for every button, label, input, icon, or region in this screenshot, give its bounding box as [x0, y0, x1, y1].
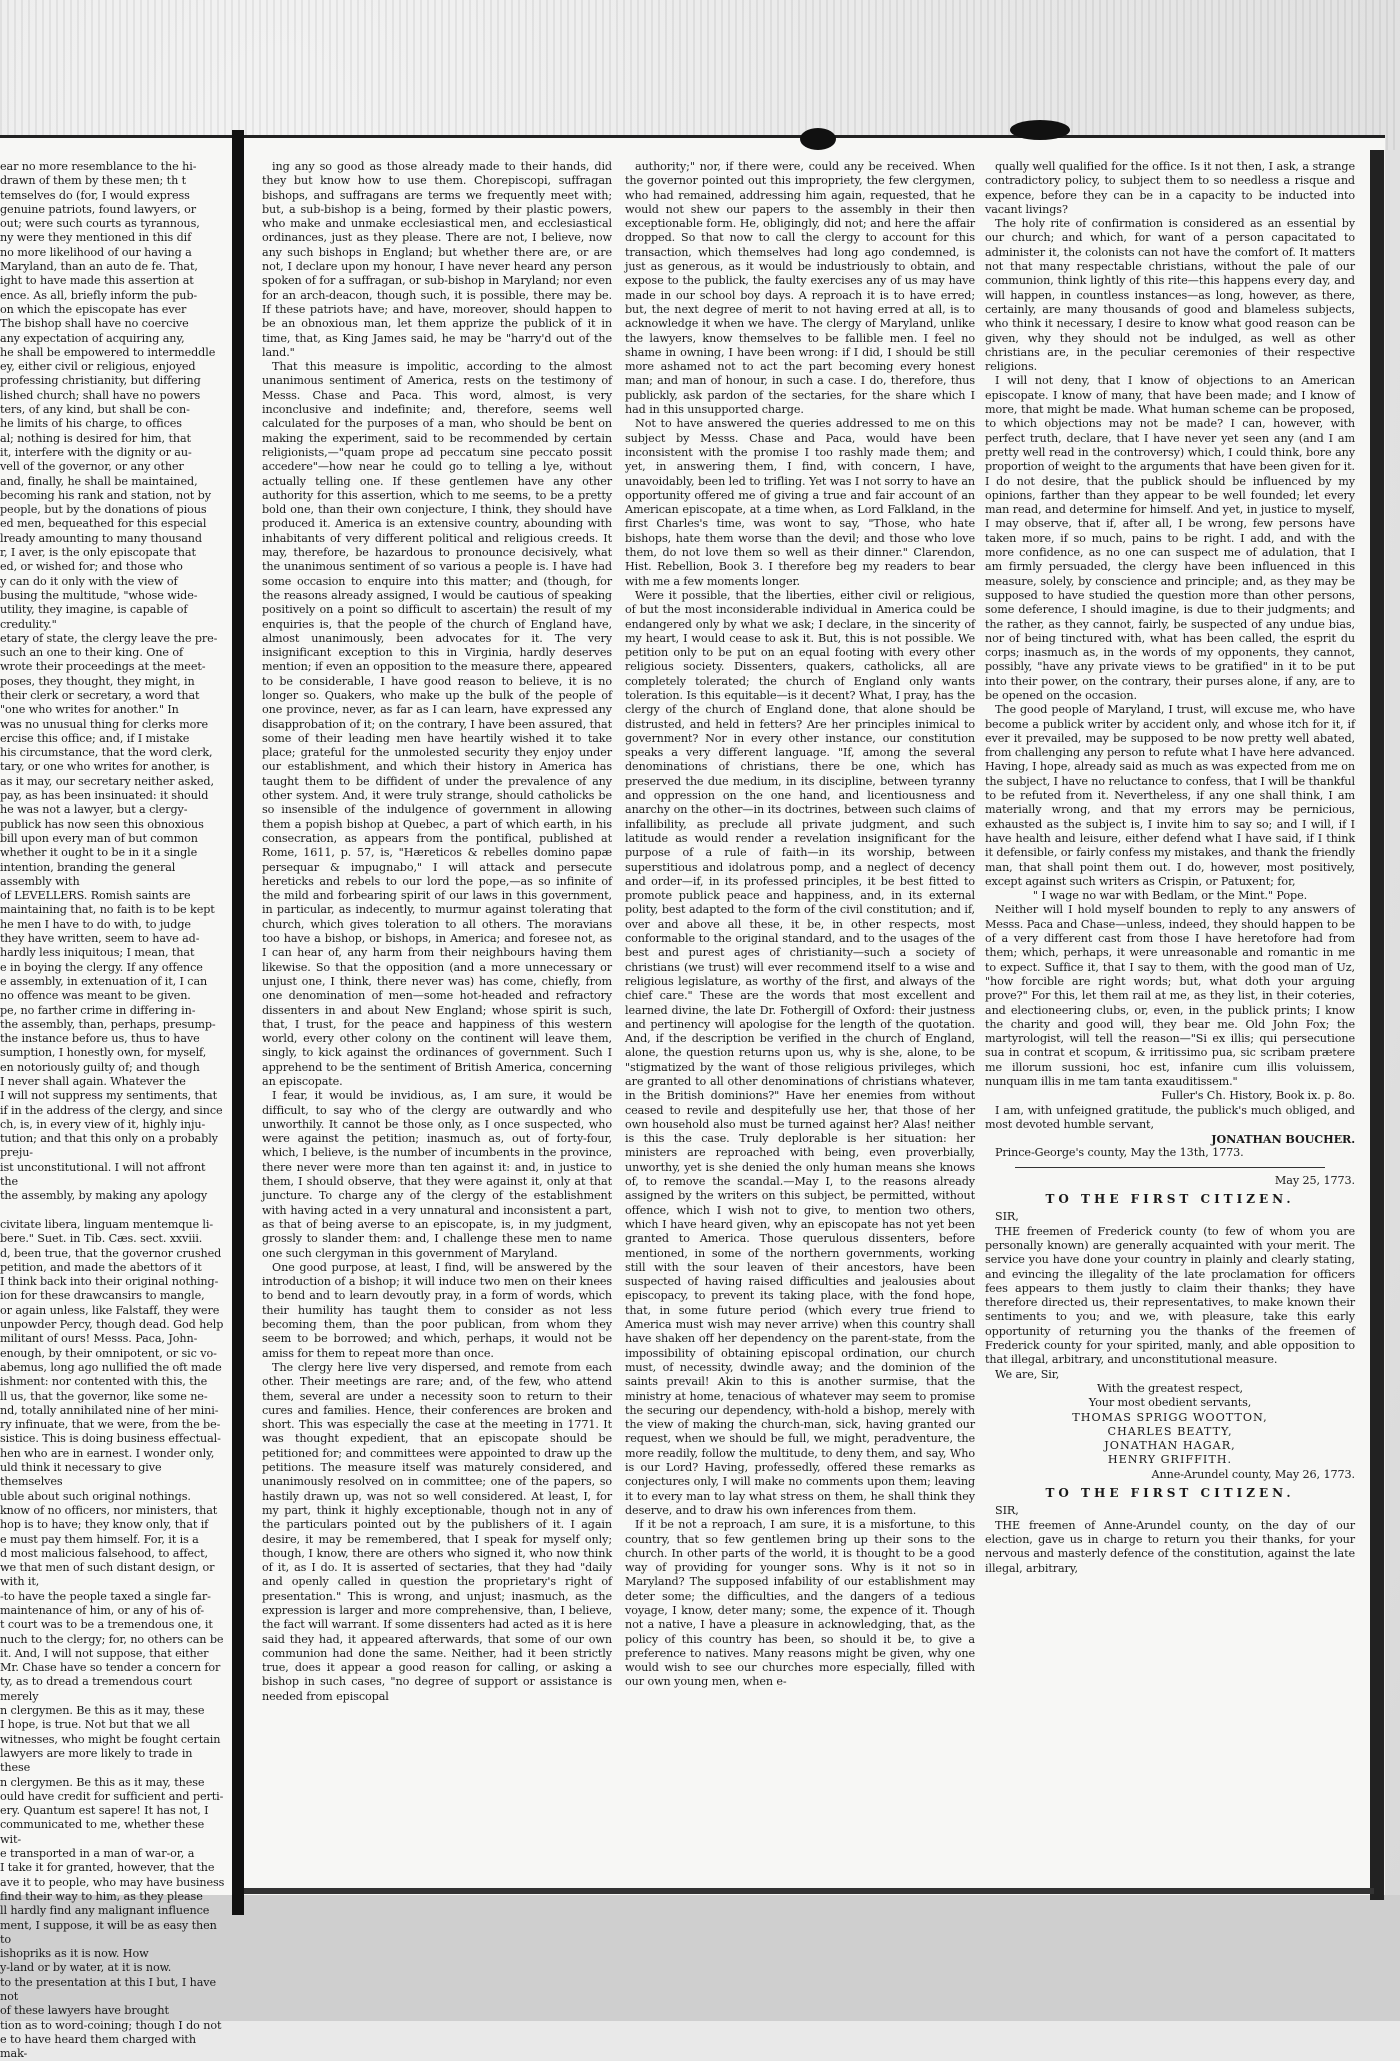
col0-line: vell of the governor, or any other — [0, 460, 184, 474]
col2-paragraph: If it be not a reproach, I am sure, it is a misfortune, to this country, that so few gentlemen bring up their sons to the church. In other parts of the world, it is thought to be a good way of providing for younger sons. Why is it not so in Maryland? The supposed infability of our establishment may deter some; the difficulties, and the dangers of a tedious voyage, I know, deter many; some, the expence of it. Though not a native, I have a pleasure in acknowledging, that, as the policy of this country has been, so should it be, to give a preference to natives. Many reasons might be given, why one would wish to see our churches more especially, filled with our own young men, when e- — [625, 1518, 975, 1689]
col2-paragraph: Were it possible, that the liberties, either civil or religious, of but the most inconsiderable individual in America could be endangered only by what we ask; I declare, in the sincerity of my heart, I would cease to ask it. But, this is not possible. We petition only to be put on an equal footing with every other religious society. Dissenters, quakers, catholicks, all are completely tolerated; the church of England only wants toleration. Is this equitable—is it decent? What, I pray, has the clergy of the church of England done, that alone should be distrusted, and held in fetters? Are her principles inimical to government? Nor in every other instance, our constitution speaks a very different language. "If, among the several denominations of christians, there be one, which has preserved the due medium, in its discipline, between tyranny and oppression on the one hand, and licentiousness and anarchy on the other—in its doctrines, between such claims of infallibility, as preclude all private judgment, and such latitude as would render a revelation insignificant for the purpose of a rule of faith—in its worship, between superstitious and idolatrous pomp, and a neglect of decency and order—if, in its professed principles, it be best fitted to promote publick peace and happiness, and, in its external polity, best adapted to the form of the civil constitution; and if, over and above all these, it be, in other respects, most conformable to the original standard, and to the usages of the best and purest ages of christianity—such a society of christians (we trust) will ever recommend itself to a wise and religious legislature, as worthy of the first, and always of the chief care." These are the words that most excellent and learned divine, the late Dr. Fothergill of Oxford: their justness and pertinency will apologise for the length of the quotation. And, if the description be verified in the church of England, alone, the question returns upon us, why is she, alone, to be "stigmatized by the want of those religious privileges, which are granted to all other denominations of christians whatever, in the British dominions?" Have her enemies from without ceased to revile and despitefully use her, that those of her own household also must be turned against her? Alas! neither is this the case. Truly deplorable is her situation: her ministers are reproached with being, even proverbially, unworthy, yet is she denied the only human means she knows of, to remove the scandal.—May I, to the reasons already assigned by the writers on this subject, be permitted, without offence, which I wish not to give, to mention two others, which I have heard given, why an episcopate has not yet been granted to America. Those querulous dissenters, before mentioned, in some of the northern governments, working still with the sour leaven of their ancestors, have been suspected of having raised difficulties and jealousies about episcopacy, to prevent its taking place, with the fond hope, that, in some future period (which every true friend to America must wish may never arrive) when this country shall have shaken off her dependency on the parent-state, from the impossibility of obtaining episcopal ordination, our church must, of necessity, dwindle away; and the dominion of the saints prevail! Akin to this is another surmise, that the ministry at home, tenacious of whatever may seem to promise the securing our dependency, with-hold a bishop, merely with the view of making the church-man, sick, having granted our request, when we should be full, we might, peradventure, the more readily, follow the multitude, to deny them, and say, Who is our Lord? Having, professedly, offered these remarks as conjectures only, I will make no comments upon them; leaving it to every man to lay what stress on them, he shall think they deserve, and to draw his own inferences from them. — [625, 588, 975, 1517]
col0-line: such an one to their king. One of — [0, 646, 184, 660]
dateline-boucher: Prince-George's county, May the 13th, 1773. — [995, 1146, 1244, 1160]
col0-line: no offence was meant to be given. — [0, 989, 191, 1003]
col0-line: pay, as has been insinuated: it should — [0, 789, 209, 803]
page-right-edge — [1370, 150, 1384, 1900]
col0-line: ion for these drawcansirs to mangle, — [0, 1289, 205, 1303]
col0-line: e in boying the clergy. If any offence — [0, 960, 203, 974]
column-left-partial — [0, 160, 226, 2061]
col0-line: y-land or by water, at it is now. — [0, 1961, 172, 1975]
col3-paragraph: The holy rite of confirmation is considered as an essential by our church; and which, for want of a person capacitated to administer it, the colonists can not have the comfort of. It matters not that many respectable christians, without the pale of our communion, think lightly of this rite—this happens every day, and will happen, in countless instances—as long, however, as there, certainly, are many thousands of good and blameless subjects, who think it necessary, I desire to know what good reason can be given, why they should not be indulged, as well as other christians are, in the peculiar ceremonies of their respective religions. — [985, 217, 1355, 374]
col0-line: nuch to the clergy; for, no others can be — [0, 1632, 224, 1646]
col3-paragraph: The good people of Maryland, I trust, will excuse me, who have become a publick writer by accident only, and whose itch for it, if ever it prevailed, may be supposed to be now pretty well abated, from challenging any person to refute what I have here advanced. Having, I hope, already said as much as was expected from me on the subject, I have no reluctance to confess, that I will be thankful to be refuted from it. Nevertheless, if any one shall think, I am materially wrong, and that my errors may be pernicious, exhausted as the subject is, I invite him to say so; and I will, if I have health and leisure, either defend what I have said, if I think it defensible, or fairly confess my mistakes, and thank the friendly man, that shall point them out. I do, however, most positively, except against such writers as Crispin, or Patuxent; for, — [985, 703, 1355, 888]
col1-paragraph: That this measure is impolitic, according to the almost unanimous sentiment of America, rests on the testimony of Messs. Chase and Paca. This word, almost, is very inconclusive and indefinite; and, therefore, seems well calculated for the purposes of a man, who should be bent on making the experiment, said to be recommended by certain religionists,—"quam prope ad peccatum sine peccato possit accedere"—how near he could go to telling a lye, without actually telling one. If these gentlemen have any other authority for this assertion, which to me seems, to be a pretty bold one, than their own conjecture, I think, they should have produced it. America is an extensive country, abounding with inhabitants of very different political and religious creeds. It may, therefore, be hazardous to pronounce decisively, what the unanimous sentiment of so various a people is. I have had some occasion to enquire into this matter; and (though, for the reasons already assigned, I would be cautious of speaking positively on a point so difficult to ascertain) the result of my enquiries is, that the people of the church of England have, almost unanimously, been advocates for it. The very insignificant exception to this in Virginia, hardly deserves mention; if even an opposition to the measure there, appeared to be considerable, I have good reason to believe, it is no longer so. Quakers, who make up the bulk of the people of one province, never, as far as I can learn, have expressed any disapprobation of it; on the contrary, I have been assured, that some of their leading men have heartily wished it to take place; grateful for the unmolested security they enjoy under our establishment, and which their history in America has taught them to be diffident of under the prevalence of any other system. And, it were truly strange, should catholicks be so insensible of the indulgence of government in allowing them a popish bishop at Quebec, a part of which earth, in his consecration, as appears from the pontifical, published at Rome, 1611, p. 57, is, "Hæreticos & rebelles domino papæ persequar & impugnabo," I will attack and persecute hereticks and rebels to our lord the pope,—as so infinite of the mild and forbearing spirit of our laws in this government, in particular, as indecently, to murmur against tolerating that church, which gives toleration to all others. The moravians too have a bishop, or bishops, in America; and foresee not, as I can hear of, any harm from their neighbours having them likewise. So that the opposition (and a more unnecessary or unjust one, I think, there never was) has come, chiefly, from one denomination of men—some hot-headed and refractory dissenters in and about New England; whose spirit is such, that, I trust, for the peace and happiness of this western world, every other colony on the continent will leave them, singly, to kick against the ordinances of government. Such I apprehend to be the sentiment of British America, concerning an episcopate. — [262, 360, 612, 1088]
col2-paragraph: authority;" nor, if there were, could any be received. When the governor pointed out this impropriety, the few clergymen, who had remained, addressing him again, requested, that he would not shew our papers to the assembly in their then exceptionable form. He, obligingly, did not; and here the affair dropped. So that now to call the clergy to account for this transaction, which themselves had long ago condemned, is just as generous, as it would be industriously to obtain, and expose to the publick, the faulty exercises any of us may have made in our school boy days. A reproach it is to have erred; but, the next degree of merit to not having erred at all, is to acknowledge it when we have. The clergy of Maryland, unlike the lawyers, know themselves to be fallible men. I feel no shame in owning, I have been wrong: if I did, I should be still more ashamed not to act the part becoming every honest man; and man of honour, in such a case. I do, therefore, thus publickly, ask pardon of the sectaries, for the share which I had in this unsupported charge. — [625, 160, 975, 417]
col0-line: ed, or wished for; and those who — [0, 560, 183, 574]
col0-line: unpowder Percy, though dead. God help — [0, 1318, 224, 1332]
col1-paragraph: ing any so good as those already made to their hands, did they but know how to use them. Chorepiscopi, suffragan bishops, and suffragans are terms we frequently meet with; but, a sub-bishop is a being, formed by their plastic powers, who make and unmake ecclesiastical men, and ecclesiastical ordinances, just as they please. There are not, I believe, now any such bishops in England; but whether there are, or are not, I declare upon my honour, I have never heard any person spoken of for a suffragan, or sub-bishop in Maryland; nor even for an arch-deacon, though such, it is possible, there may be. If these patriots have; and have, moreover, should happen to be an obnoxious man, let them apprize the publick of it in time, that, as King James said, he may be "harry'd out of the land." — [262, 160, 612, 359]
col0-line: was no unusual thing for clerks more — [0, 717, 208, 731]
letter1-date: May 25, 1773. — [1274, 1173, 1355, 1187]
letter1-close: With the greatest respect, — [1097, 1381, 1243, 1395]
col0-line: becoming his rank and station, not by — [0, 488, 211, 502]
ink-blot — [800, 128, 836, 150]
col3-paragraph: Neither will I hold myself bounden to reply to any answers of Messs. Paca and Chase—unless, indeed, they should happen to be of a very different cast from those I have heretofore had from them; which, perhaps, it were unreasonable and romantic in me to expect. Suffice it, that I say to them, with the good man of Uz, "how forcible are right words; but, what doth your arguing prove?" For this, let them rail at me, as they list, in their coteries, and electioneering clubs, or, even, in the publick prints; I know the charity and good will, they bear me. Old John Fox; the martyrologist, will tell the reason—"Si ex illis; qui persecutione sua in contrat et scopum, & irritissimo pua, sic scribam prætere me illorum sussioni, hoc est, infanire cum illis voluissem, nunquam illis in me tam tanta exauditissem." — [985, 903, 1355, 1088]
col0-line: maintaining that, no faith is to be kept — [0, 903, 215, 917]
col0-line: "one who writes for another." In — [0, 703, 179, 717]
col0-line: his circumstance, that the word clerk, — [0, 746, 213, 760]
col0-line: wrote their proceedings at the meet- — [0, 660, 206, 674]
letter1-signer: THOMAS SPRIGG WOOTTON, — [1072, 1410, 1268, 1424]
col3-paragraph: qually well qualified for the office. Is it not then, I ask, a strange contradictory policy, to subject them to so needless a risque and expence, before they can be in a capacity to be inducted into vacant livings? — [985, 160, 1355, 216]
col0-line: lished church; shall have no powers — [0, 388, 201, 402]
letter2-heading: TO THE FIRST CITIZEN. — [1045, 1486, 1295, 1501]
col0-line: know of no officers, nor ministers, that — [0, 1503, 218, 1517]
col0-line: drawn of them by these men; th t — [0, 174, 187, 188]
col0-line: lready amounting to many thousand — [0, 531, 202, 545]
col0-line: communicated to me, whether these wit- — [0, 1818, 205, 1846]
col0-line: he was not a lawyer, but a clergy- — [0, 803, 188, 817]
col0-line: ment, I suppose, it will be as easy then to — [0, 1918, 217, 1946]
col0-line: no more likelihood of our having a — [0, 245, 192, 259]
col0-line: they have written, seem to have ad- — [0, 932, 200, 946]
col0-line: ll hardly find any malignant influence — [0, 1904, 210, 1918]
col0-line: on which the episcopate has ever — [0, 302, 187, 316]
col0-line: The bishop shall have no coercive — [0, 317, 189, 331]
letter2-body: THE freemen of Anne-Arundel county, on the day of our election, gave us in charge to return you their thanks, for your nervous and masterly defence of the constitution, against the late illegal, arbitrary, — [985, 1518, 1355, 1575]
col0-line: any expectation of acquiring any, — [0, 331, 185, 345]
col0-line: I hope, is true. Not but that we all — [0, 1718, 190, 1732]
col0-line: al; nothing is desired for him, that — [0, 431, 191, 445]
col0-line: ll us, that the governor, like some ne- — [0, 1389, 208, 1403]
col0-line: to the presentation at this I but, I have not — [0, 1975, 217, 2003]
col0-line: ny were they mentioned in this dif — [0, 231, 192, 245]
letter1-close: We are, Sir, — [995, 1367, 1060, 1381]
col2-paragraph: Not to have answered the queries addressed to me on this subject by Messs. Chase and Paca, would have been inconsistent with the promise I too rashly made them; and yet, in answering them, I find, with concern, I have, unavoidably, been led to trifling. Yet was I not sorry to have an opportunity offered me of giving a true and fair account of an American episcopate, at a time when, as Lord Falkland, in the first Charles's time, was wont to say, "Those, who hate bishops, hate them worse than the devil; and those who love them, do not love them so well as their dinner." Clarendon, Hist. Rebellion, Book 3. I therefore beg my readers to bear with me a few moments longer. — [625, 417, 975, 588]
col0-line: sumption, I honestly own, for myself, — [0, 1046, 207, 1060]
page-bottom-rule — [244, 1888, 1374, 1894]
col0-line: ence. As all, briefly inform the pub- — [0, 288, 198, 302]
col0-line: t court was to be a tremendous one, it — [0, 1618, 213, 1632]
col0-line: r, I aver, is the only episcopate that — [0, 546, 196, 560]
citation: Fuller's Ch. History, Book ix. p. 8o. — [1161, 1089, 1355, 1103]
col0-line: hen who are in earnest. I wonder only, — [0, 1446, 215, 1460]
col0-line: tary, or one who writes for another, is — [0, 760, 210, 774]
col0-line: people, but by the donations of pious — [0, 503, 207, 517]
col0-line: tution; and that this only on a probably preju- — [0, 1132, 218, 1160]
letter1-salutation: SIR, — [995, 1210, 1019, 1224]
col0-line: I will not suppress my sentiments, that — [0, 1089, 217, 1103]
letter1-signer: HENRY GRIFFITH. — [1107, 1453, 1233, 1467]
col0-line: find their way to him, as they please — [0, 1889, 203, 1903]
col0-line: professing christianity, but differing — [0, 374, 201, 388]
scan-noise-top — [0, 0, 1400, 150]
col0-line: en notoriously guilty of; and though — [0, 1060, 200, 1074]
col0-line: tion as to word-coining; though I do not — [0, 2018, 222, 2032]
col0-line: he shall be empowered to intermeddle — [0, 345, 216, 359]
col0-line: n clergymen. Be this as it may, these — [0, 1775, 205, 1789]
col0-line: maintenance of him, or any of his of- — [0, 1603, 205, 1617]
col0-line: or again unless, like Falstaff, they were — [0, 1303, 220, 1317]
col0-line: y can do it only with the view of — [0, 574, 178, 588]
col0-line: d, been true, that the governor crushed — [0, 1246, 222, 1260]
signature-boucher: JONATHAN BOUCHER. — [1211, 1132, 1355, 1147]
col0-line: he men I have to do with, to judge — [0, 917, 191, 931]
letter1-signer: JONATHAN HAGAR, — [1104, 1439, 1236, 1453]
col0-line: utility, they imagine, is capable of — [0, 603, 188, 617]
col0-line: militant of ours! Messs. Paca, John- — [0, 1332, 198, 1346]
col1-paragraph: One good purpose, at least, I find, will be answered by the introduction of a bishop; it will induce two men on their knees to bend and to learn devoutly pray, in a form of words, which their humility has taught them to consider as not less becoming them, than the poor publican, from whom they seem to be borrowed; and which, perhaps, it would not be amiss for them to repeat more than once. — [262, 1260, 612, 1360]
col0-line: intention, branding the general assembly with — [0, 860, 176, 888]
letter1-signer: CHARLES BEATTY, — [1107, 1424, 1233, 1438]
col0-line: e to have heard them charged with mak- — [0, 2032, 196, 2061]
col0-line: the assembly, than, perhaps, presump- — [0, 1017, 216, 1031]
col0-line: witnesses, who might be fought certain — [0, 1732, 221, 1746]
col0-line: if in the address of the clergy, and since — [0, 1103, 223, 1117]
col0-line: the assembly, by making any apology — [0, 1189, 208, 1203]
col0-line: ery. Quantum est sapere! It has not, I — [0, 1804, 209, 1818]
col0-line: I never shall again. Whatever the — [0, 1075, 186, 1088]
col0-line: of these lawyers have brought — [0, 2004, 169, 2018]
col0-line: e transported in a man of war-or, a — [0, 1847, 195, 1861]
col0-line: hardly less iniquitous; I mean, that — [0, 946, 195, 960]
col0-line: bere." Suet. in Tib. Cæs. sect. xxviii. — [0, 1232, 203, 1246]
col0-line: uld think it necessary to give themselves — [0, 1461, 162, 1489]
col0-line: ey, either civil or religious, enjoyed — [0, 360, 196, 374]
col0-line: ave it to people, who may have business — [0, 1875, 225, 1889]
col0-line: their clerk or secretary, a word that — [0, 688, 200, 702]
col0-line: ishment: nor contented with this, the — [0, 1375, 208, 1389]
col0-line: out; were such courts as tyrannous, — [0, 217, 200, 231]
col0-line: -to have the people taxed a single far- — [0, 1589, 211, 1603]
col0-line: uble about such original nothings. — [0, 1489, 191, 1503]
col0-line: ty, as to dread a tremendous court merely — [0, 1675, 192, 1703]
letter2-date: Anne-Arundel county, May 26, 1773. — [1151, 1467, 1355, 1481]
col0-line: I take it for granted, however, that the — [0, 1861, 215, 1875]
col0-line: petition, and made the abettors of it — [0, 1260, 202, 1274]
column-2 — [625, 160, 975, 1875]
col0-line: pe, no farther crime in differing in- — [0, 1003, 196, 1017]
col0-line: ters, of any kind, but shall be con- — [0, 403, 190, 417]
col0-line: ear no more resemblance to the hi- — [0, 160, 197, 173]
col0-line — [0, 1204, 226, 1218]
pope-quote: " I wage no war with Bedlam, or the Mint." Pope. — [1032, 889, 1308, 903]
binding-gutter — [232, 130, 244, 1915]
letter1-close: Your most obedient servants, — [1088, 1396, 1252, 1410]
col0-line: e assembly, in extenuation of it, I can — [0, 974, 208, 988]
col0-line: busing the multitude, "whose wide- — [0, 588, 198, 602]
col0-line: credulity." — [0, 617, 57, 631]
col0-line: Mr. Chase have so tender a concern for — [0, 1661, 221, 1675]
col0-line: he limits of his charge, to offices — [0, 417, 182, 431]
closing-line: I am, with unfeigned gratitude, the publick's much obliged, and most devoted humble servant, — [985, 1103, 1355, 1131]
col0-line: it. And, I will not suppose, that either — [0, 1646, 209, 1660]
col0-line: and, finally, he shall be maintained, — [0, 474, 198, 488]
col0-line: ch, is, in every view of it, highly inju- — [0, 1117, 206, 1131]
letter1-heading: TO THE FIRST CITIZEN. — [1045, 1192, 1295, 1207]
col0-line: ist unconstitutional. I will not affront the — [0, 1160, 206, 1189]
column-1 — [262, 160, 612, 1875]
col0-line: ight to have made this assertion at — [0, 274, 194, 288]
col0-line: ishopriks as it is now. How — [0, 1947, 149, 1961]
col0-line: bill upon every man of but common — [0, 831, 198, 845]
letter2-salutation: SIR, — [995, 1504, 1019, 1518]
col0-line: Maryland, than an auto de fe. That, — [0, 260, 198, 274]
col0-line: sistice. This is doing business effectual- — [0, 1432, 221, 1446]
col0-line: of LEVELLERS. Romish saints are — [0, 889, 191, 903]
col0-line: we that men of such distant design, or with it, — [0, 1561, 215, 1589]
col0-line: ry infinuate, that we were, from the be- — [0, 1418, 221, 1432]
col1-paragraph: I fear, it would be invidious, as, I am sure, it would be difficult, to say who of the clergy are outwardly and who unworthily. It cannot be those only, as I once suspected, who were against the petition; inasmuch as, out of forty-four, which, I believe, is the number of incumbents in the province, there never were more than ten against it: and, in justice to them, I should observe, that they were against it, only at that juncture. To charge any of the clergy of the establishment with having acted in a very unnatural and inconsistent a part, as that of being averse to an episcopate, is, in my judgment, grossly to slander them: and, I challenge these men to name one such clergyman in this government of Maryland. — [262, 1089, 612, 1260]
col0-line: abemus, long ago nullified the oft made — [0, 1360, 222, 1374]
col0-line: genuine patriots, found lawyers, or — [0, 202, 197, 216]
col0-line: ercise this office; and, if I mistake — [0, 731, 190, 745]
letter1-body: THE freemen of Frederick county (to few of whom you are personally known) are generally acquainted with your merit. The service you have done your country in plainly and clearly stating, and evincing the illegality of the late proclamation for officers fees appears to them justly to claim their thanks; they have therefore directed us, their representatives, to make known their sentiments to you; and we, with pleasure, take this early opportunity of returning you the thanks of the freemen of Frederick county for your spirited, manly, and able opposition to that illegal, arbitrary, and unconstitutional measure. — [985, 1224, 1355, 1367]
col0-line: temselves do (for, I would express — [0, 188, 190, 202]
col0-line: e must pay them himself. For, it is a — [0, 1532, 199, 1546]
ink-blot — [1010, 120, 1070, 140]
col0-line: ould have credit for sufficient and perti- — [0, 1789, 224, 1803]
col0-line: ed men, bequeathed for this especial — [0, 517, 207, 531]
col0-line: lawyers are more likely to trade in these — [0, 1746, 193, 1775]
col1-paragraph: The clergy here live very dispersed, and remote from each other. Their meetings are rare; and, of the few, who attend them, several are under a necessity soon to return to their cures and families. Hence, their conferences are broken and short. This was especially the case at the meeting in 1771. It was thought expedient, that an episcopate should be petitioned for; and committees were appointed to draw up the petitions. The measure itself was maturely considered, and unanimously resolved on in committee; one of the papers, so hastily drawn up, was not so well considered. At least, I, for my part, think it highly exceptionable, though not in any of the particulars pointed out by the publishers of it. I again desire, it may be remembered, that I speak for myself only; though, I know, there are others who signed it, who now think of it, as I do. It is asserted of sectaries, that they had "daily and openly called in question the proprietary's right of presentation." This is wrong, and unjust; inasmuch, as the expression is larger and more comprehensive, than, I believe, the fact will warrant. If some dissenters had acted as it is here said they had, it appeared afterwards, that some of our own communion had done the same. Neither, had it been strictly true, does it appear a good reason for calling, or asking a bishop in such cases, "no degree of support or assistance is needed from episcopal — [262, 1360, 612, 1703]
col3-paragraph: I will not deny, that I know of objections to an American episcopate. I know of many, that have been made; and I know of more, that might be made. What human scheme can be proposed, to which objections may not be made? I can, however, with perfect truth, declare, that I have never yet seen any (and I am pretty well read in the controversy) which, I could think, bore any proportion of weight to the arguments that have been given for it. I do not desire, that the publick should be influenced by my opinions, farther than they appear to be well founded; let every man read, and determine for himself. And yet, in justice to myself, I may observe, that if, after all, I be wrong, few persons have taken more, if so much, pains to be right. I add, and with the more confidence, as no one can suspect me of adulation, that I am firmly persuaded, the clergy have been influenced in this measure, solely, by conscience and principle; and, as they may be supposed to have studied the question more than other persons, some deference, I should imagine, is due to their judgments; and the rather, as they cannot, fairly, be suspected of any undue bias, nor of being tinctured with, what has been called, the esprit du corps; inasmuch as, in the words of my opponents, they cannot, possibly, "have any private views to be gratified" in it to be put into their power, on the contrary, their purses alone, if any, are to be opened on the occasion. — [985, 374, 1355, 702]
col0-line: it, interfere with the dignity or au- — [0, 445, 192, 459]
col0-line: d most malicious falsehood, to affect, — [0, 1546, 208, 1560]
col0-line: enough, by their omnipotent, or sic vo- — [0, 1346, 217, 1360]
col0-line: n clergymen. Be this as it may, these — [0, 1704, 205, 1718]
col0-line: poses, they thought, they might, in — [0, 674, 195, 688]
col0-line: whether it ought to be in it a single — [0, 846, 198, 860]
col0-line: etary of state, the clergy leave the pre- — [0, 631, 218, 645]
column-3 — [985, 160, 1355, 1875]
col0-line: as it may, our secretary neither asked, — [0, 774, 214, 788]
divider — [1015, 1167, 1325, 1168]
col0-line: I think back into their original nothing- — [0, 1275, 219, 1289]
col0-line: hop is to have; they know only, that if — [0, 1518, 209, 1532]
col0-line: civitate libera, linguam mentemque li- — [0, 1217, 214, 1231]
col0-line: nd, totally annihilated nine of her mini- — [0, 1403, 219, 1417]
col0-line: the instance before us, thus to have — [0, 1032, 200, 1046]
col0-line: publick has now seen this obnoxious — [0, 817, 204, 831]
